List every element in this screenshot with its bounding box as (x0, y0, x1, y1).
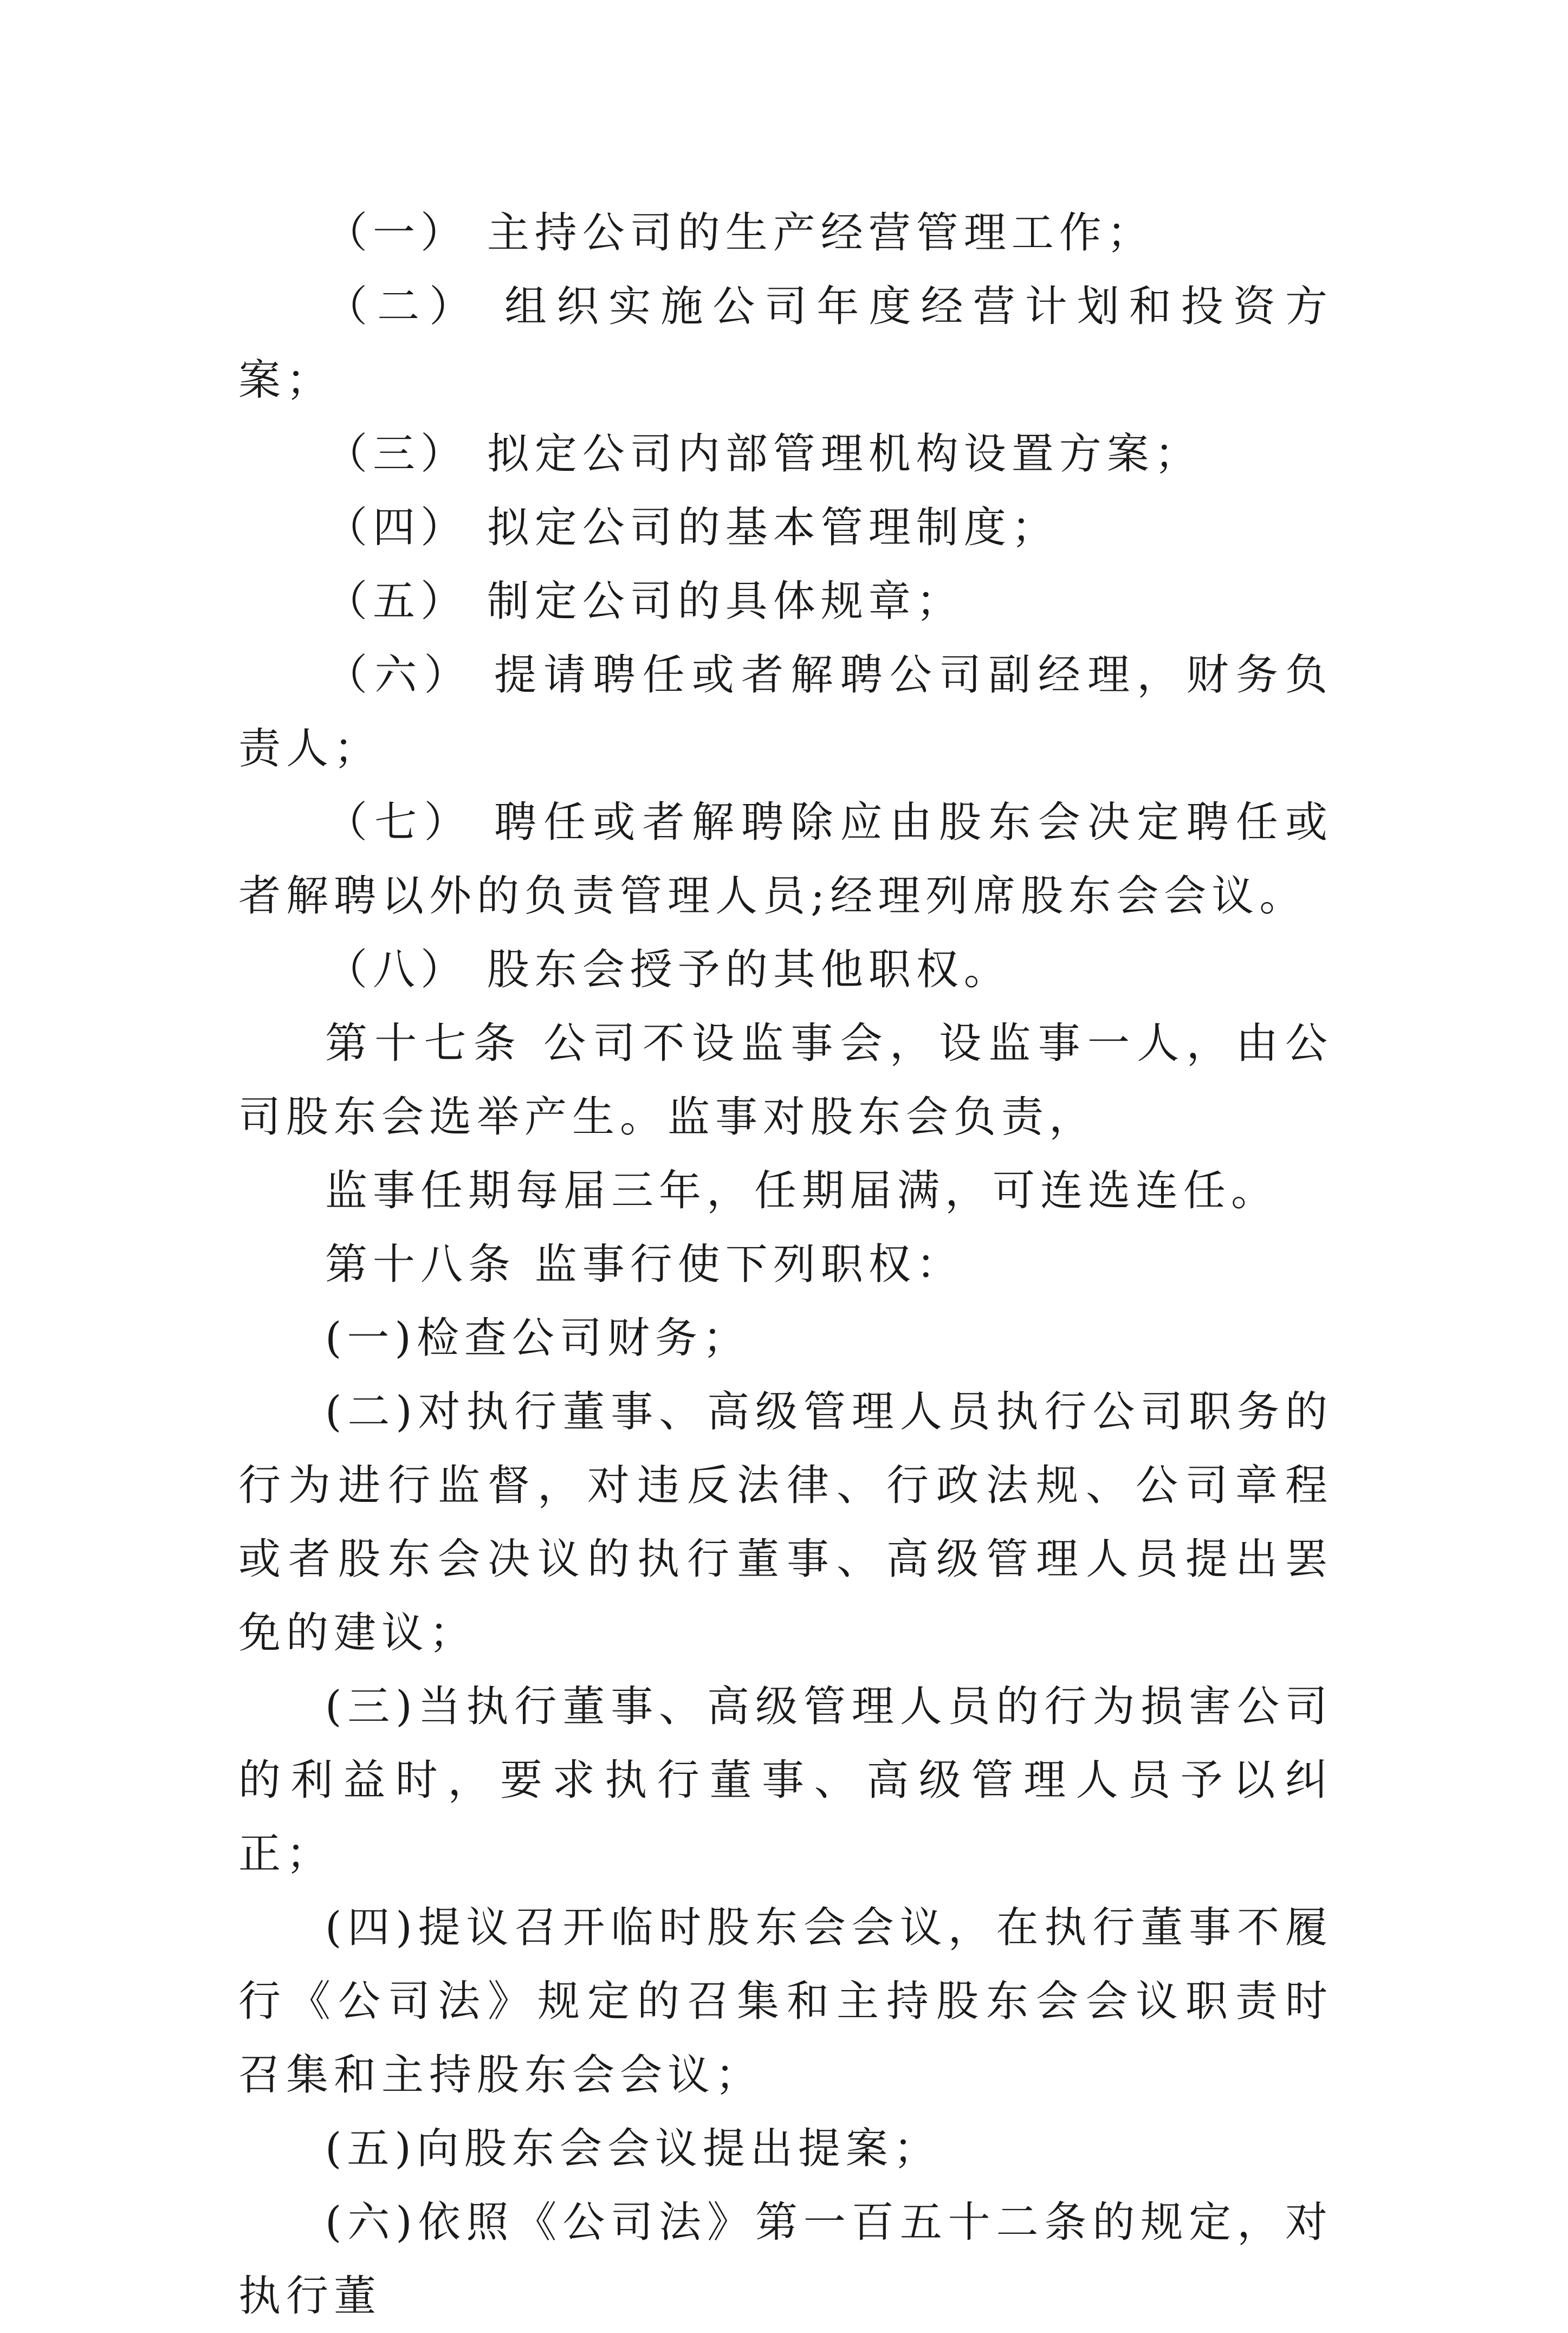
paragraph-item-4: （四） 拟定公司的基本管理制度； (325, 503, 1059, 552)
supervisor-term: 监事任期每届三年，任期届满，可连选连任。 (325, 1166, 1279, 1215)
supervisor-power-3: (三)当执行董事、高级管理人员的行为损害公司的利益时，要求执行董事、高级管理人员予以纠正； (238, 1682, 1333, 1878)
document-body (238, 196, 1333, 2333)
paragraph-item-7: （七） 聘任或者解聘除应由股东会决定聘任或者解聘以外的负责管理人员;经理列席股东会会议。 (238, 798, 1333, 921)
supervisor-power-1: (一)检查公司财务； (325, 1314, 750, 1363)
supervisor-power-5: (五)向股东会会议提出提案； (325, 2124, 941, 2173)
paragraph-item-2: （二） 组织实施公司年度经营计划和投资方案； (238, 282, 1333, 405)
supervisor-power-2: (二)对执行董事、高级管理人员执行公司职务的行为进行监督，对违反法律、行政法规、公司章程或者股东会决议的执行董事、高级管理人员提出罢免的建议； (238, 1388, 1333, 1657)
article-18: 第十八条 监事行使下列职权： (325, 1240, 964, 1289)
article-17: 第十七条 公司不设监事会，设监事一人，由公司股东会选举产生。监事对股东会负责， (238, 1019, 1333, 1142)
paragraph-item-8: （八） 股东会授予的其他职权。 (325, 945, 1012, 994)
paragraph-item-6: （六） 提请聘任或者解聘公司副经理，财务负责人； (238, 651, 1333, 773)
paragraph-item-3: （三） 拟定公司内部管理机构设置方案； (325, 430, 1202, 478)
paragraph-item-5: （五） 制定公司的具体规章； (325, 577, 964, 626)
paragraph-item-1: （一） 主持公司的生产经营管理工作； (325, 209, 1155, 257)
supervisor-power-4: (四)提议召开临时股东会会议，在执行董事不履行《公司法》规定的召集和主持股东会会议职责时召集和主持股东会会议； (238, 1903, 1333, 2099)
supervisor-power-6: (六)依照《公司法》第一百五十二条的规定，对执行董 (238, 2198, 1333, 2321)
